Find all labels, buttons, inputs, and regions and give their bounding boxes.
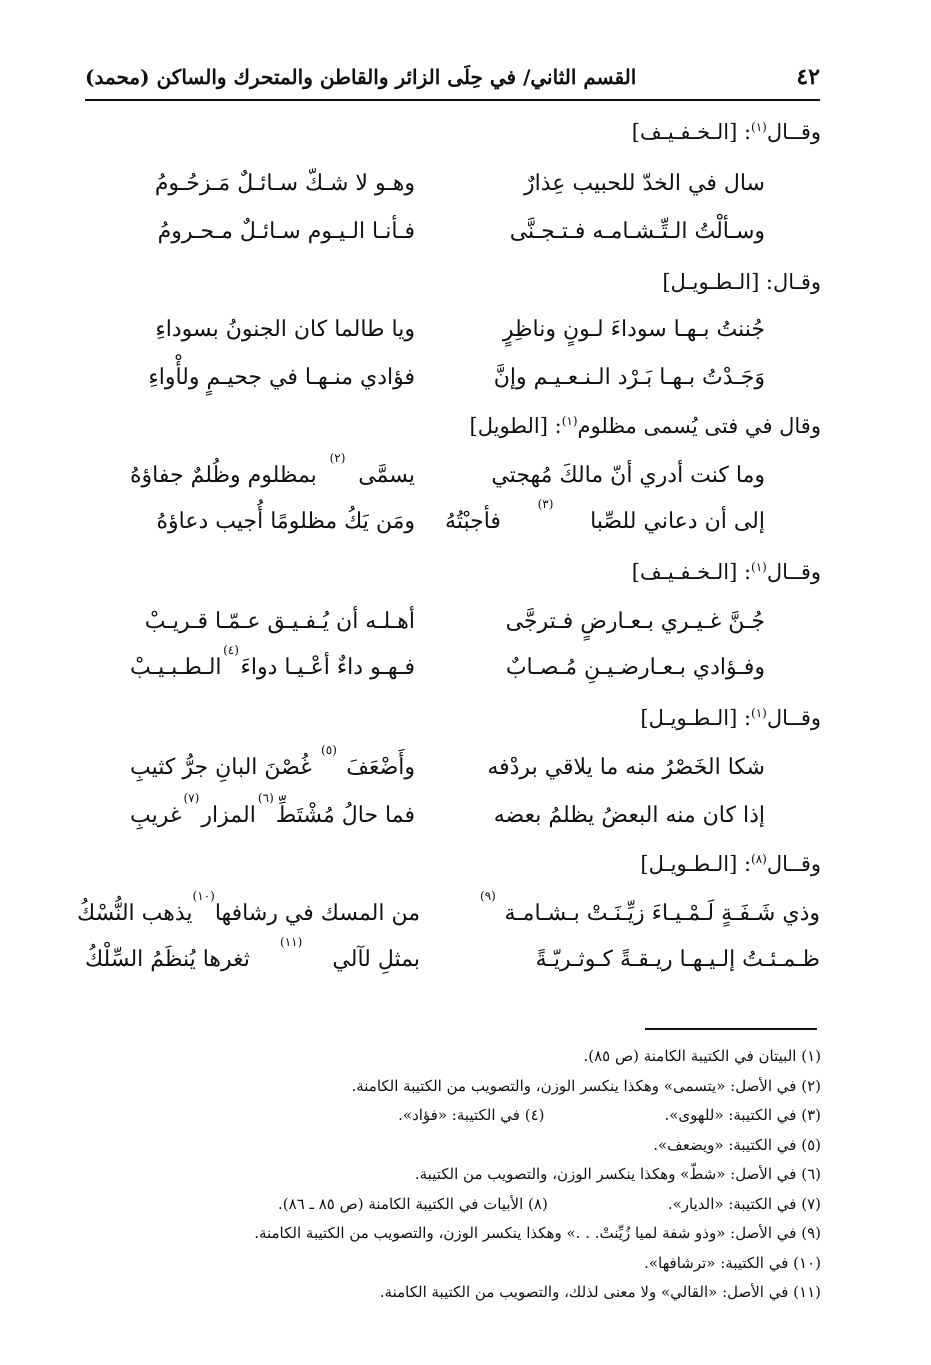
verse: [85, 497, 820, 540]
poem-intro: وقــال$^{(١)}$: [الـخـفـيـف]: [631, 120, 821, 144]
verse-first-hemistich: وسـألْتُ الـتِّـشـامـه فـتـجـنَّى: [509, 219, 765, 244]
footnote: (١) البيتان في الكتيبة الكامنة (ص ٨٥).: [583, 1047, 821, 1065]
footnote-pair: [101, 1101, 821, 1131]
poem-intro: وقـال: [الـطـويـل]: [662, 270, 821, 294]
verse: [85, 743, 820, 786]
verse-second-hemistich: فـهـو داءٌ أعْـيـا دواءَ (٤) الـطـبـيـبْ: [130, 643, 415, 680]
verse-second-hemistich: فؤادي منـهـا في جحيـمٍ ولأْواءِ: [148, 365, 415, 390]
poem-intro: وقــال$^{(١)}$: [الـطـويـل]: [640, 706, 821, 730]
footnote: (١٠) في الكتيبة: «ترشافها».: [644, 1253, 821, 1272]
verse-second-hemistich: وهـو لا شـكّ سـائـلٌ مَـزحُـومُ: [154, 171, 415, 196]
verse-second-hemistich: ومَن يَكُ مظلومًا أُجيب دعاؤهُ: [156, 509, 415, 534]
footnote: (٩) في الأصل: «وذو شفة لميا زُيِّنتْ. . .» وهكذا ينكسر الوزن، والتصويب من الكتيبة الكامنة.: [254, 1224, 821, 1242]
footnote: (٧) في الكتيبة: «الديار».: [667, 1194, 821, 1213]
verse-first-hemistich: إذا كان منه البعضُ يظلمُ بعضه: [493, 803, 765, 828]
verse-first-hemistich: وذي شَـفَـةٍ لَـمْـيـاءَ زيِّـنَـتْ بـشـامـة (٩): [480, 889, 820, 926]
verse-first-hemistich: وفـؤادي بـعـارضـيـنِ مُـصـابٌ: [505, 655, 765, 680]
verse-first-hemistich: إلى أن دعاني للصِّبا (٣) فأجبْتُهُ: [445, 497, 765, 534]
header-rule: [85, 99, 820, 101]
footnote: (٨) الأبيات في الكتيبة الكامنة (ص ٨٥ ـ ٨٦).: [278, 1194, 548, 1213]
verse-second-hemistich: ويا طالما كان الجنونُ بسوداءِ: [155, 317, 415, 342]
footnote: (٦) في الأصل: «شطّ» وهكذا ينكسر الوزن، والتصويب من الكتيبة.: [414, 1165, 821, 1183]
verse-first-hemistich: وما كنت أدري أنّ مالكَ مُهجتي: [491, 463, 765, 488]
verse: [85, 312, 820, 348]
poem-intro: وقــال$^{(١)}$: [الـخـفـيـف]: [631, 560, 821, 584]
verse-second-hemistich: بمثلِ لآلي (١١) ثغرها يُنظَمُ السِّلْكُ: [85, 935, 420, 972]
verse-second-hemistich: أهـلـه أن يُـفـيـق عـمّـا قـريـبْ: [144, 609, 415, 634]
poem-intro: وقــال$^{(٨)}$: [الـطـويـل]: [640, 852, 821, 876]
footnote: (٣) في الكتيبة: «للهوى».: [664, 1106, 821, 1124]
verse-first-hemistich: ظـمـئـتُ إلـيـهـا ريـقـةً كـوثـريّـةً: [535, 947, 820, 972]
verse-second-hemistich: من المسك في رشافها (١٠) يذهب النُّسْكُ: [77, 889, 420, 926]
verse: [85, 451, 820, 494]
page-number: ٤٢: [796, 64, 820, 90]
footnote-pair: [101, 1190, 821, 1220]
footnote: (٤) في الكتيبة: «فؤاد».: [398, 1106, 545, 1124]
running-title: القسم الثاني/ في حِلَى الزائر والقاطن والمتحرك والساكن (محمد): [85, 65, 637, 89]
footnote: (١١) في الأصل: «القالي» ولا معنى لذلك، والتصويب من الكتيبة الكامنة.: [379, 1283, 821, 1301]
verse: [85, 791, 820, 834]
footnotes: [101, 1042, 821, 1308]
verse-first-hemistich: وَجَـدْتُ بـهـا بَـرْد الـنـعـيـم وإنَّ: [493, 365, 765, 390]
footnote: (٢) في الأصل: «يتسمى» وهكذا ينكسر الوزن، والتصويب من الكتيبة الكامنة.: [351, 1076, 821, 1095]
verse: [85, 360, 820, 396]
verse-first-hemistich: سال في الخدّ للحبيب عِذارٌ: [524, 171, 765, 196]
verse-first-hemistich: شكا الخَصْرُ منه ما يلاقي بردْفه: [487, 755, 765, 780]
verse-second-hemistich: فـأنـا الـيـوم سـائـلٌ مـحـرومُ: [157, 219, 415, 244]
verse: [85, 935, 820, 978]
verse-second-hemistich: وأَضْعَفَ (٥) غُصْنَ البانِ جرُّ كثيبِ: [130, 743, 415, 780]
verse-second-hemistich: يسمَّى (٢) بمظلوم وظُلمٌ جفاؤهُ: [130, 451, 415, 488]
page-header: [85, 60, 820, 94]
verse-first-hemistich: جُننتُ بـهـا سوداءَ لـونٍ وناظِرٍ: [502, 317, 765, 342]
poem-intro: وقال في فتى يُسمى مظلوم$^{(١)}$: [الطويل]: [469, 414, 821, 438]
verse: [85, 643, 820, 686]
verse: [85, 214, 820, 250]
footnote-rule: [645, 1028, 817, 1030]
verse-first-hemistich: جُـنَّ غـيـري بـعـارضٍ فـترجَّى: [505, 609, 765, 634]
verse: [85, 166, 820, 202]
verse: [77, 889, 820, 932]
verse: [85, 604, 820, 640]
footnote: (٥) في الكتيبة: «ويضعف».: [653, 1135, 821, 1154]
verse-second-hemistich: فما حالُ مُشْتَطِّ (٦) المزار (٧) غريبِ: [130, 791, 415, 828]
